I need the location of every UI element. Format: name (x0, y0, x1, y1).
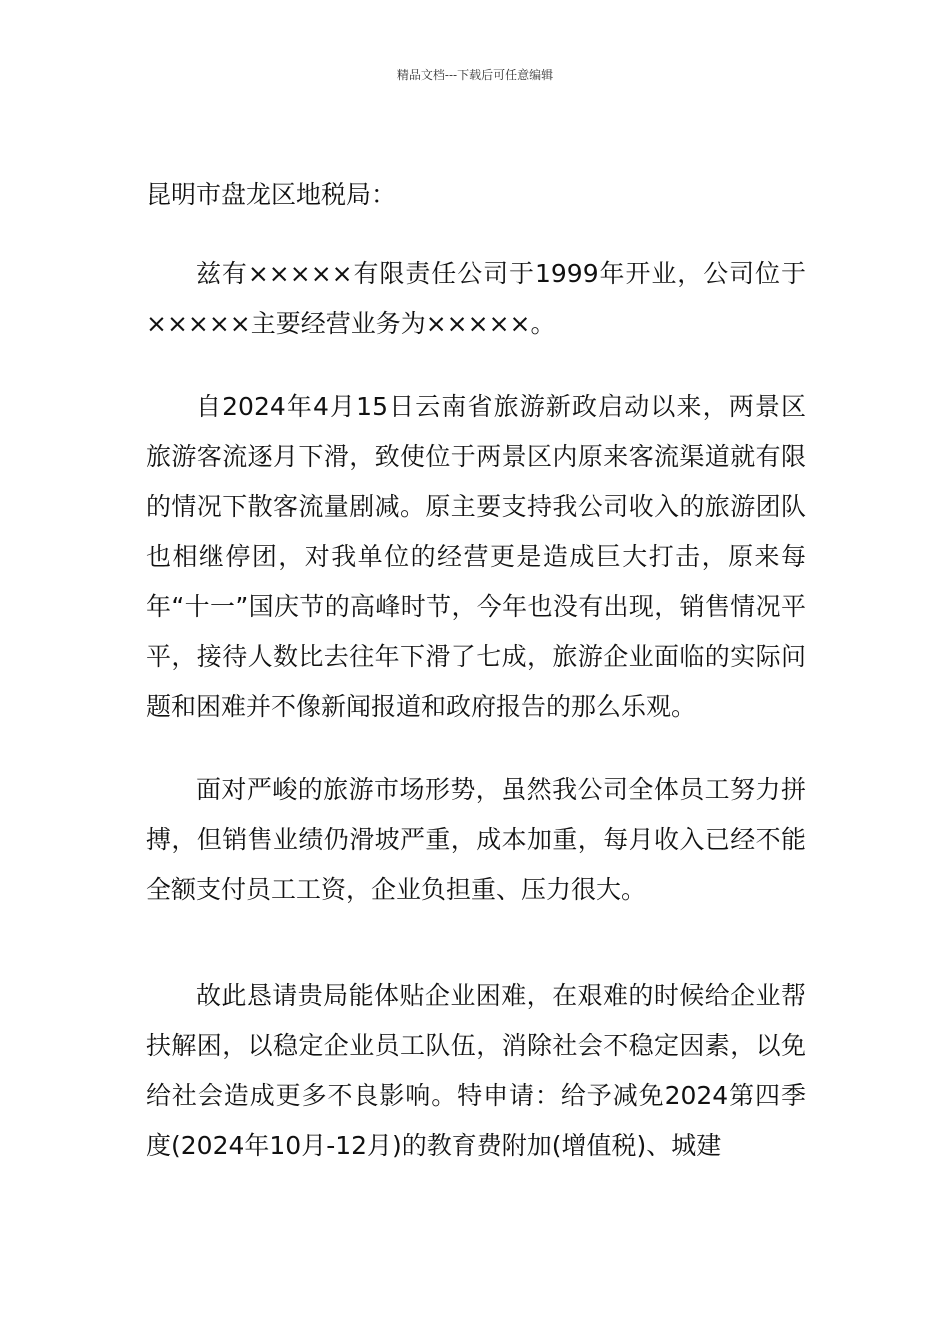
paragraph-market-pressure: 面对严峻的旅游市场形势，虽然我公司全体员工努力拼搏，但销售业绩仍滑坡严重，成本加重，每月收入已经不能全额支付员工工资，企业负担重、压力很大。 (146, 775, 806, 904)
letter-body (146, 170, 806, 1171)
page-header: 精品文档---下载后可任意编辑 (396, 68, 554, 82)
paragraph-request: 故此恳请贵局能体贴企业困难，在艰难的时候给企业帮扶解困，以稳定企业员工队伍，消除社会不稳定因素，以免给社会造成更多不良影响。特申请：给予减免2024第四季度(2024年10月-12月)的教育费附加(增值税)、城建 (146, 981, 806, 1160)
paragraph-tourism-decline: 自2024年4月15日云南省旅游新政启动以来，两景区旅游客流逐月下滑，致使位于两景区内原来客流渠道就有限的情况下散客流量剧减。原主要支持我公司收入的旅游团队也相继停团，对我单位的经营更是造成巨大打击，原来每年“十一”国庆节的高峰时节，今年也没有出现，销售情况平平，接待人数比去往年下滑了七成，旅游企业面临的实际问题和困难并不像新闻报道和政府报告的那么乐观。 (146, 392, 806, 721)
paragraph-company-intro: 兹有×××××有限责任公司于1999年开业，公司位于×××××主要经营业务为×××××。 (146, 259, 806, 338)
salutation: 昆明市盘龙区地税局： (146, 180, 397, 209)
